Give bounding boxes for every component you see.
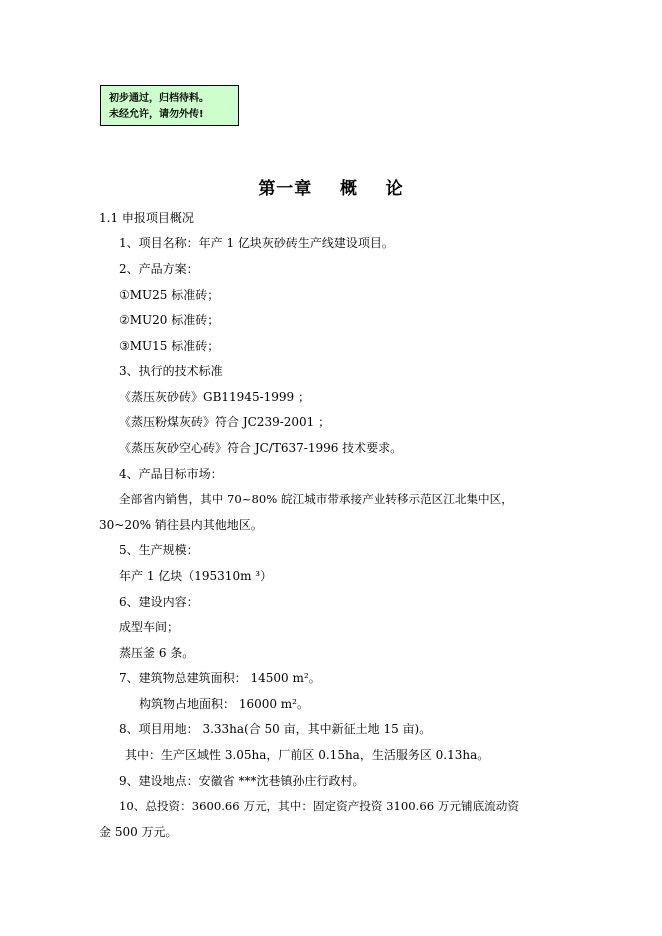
item-production-scale: 5、生产规模： — [119, 543, 199, 557]
item-construction-content: 6、建设内容： — [119, 595, 199, 609]
item-tech-standard: 3、执行的技术标准 — [119, 364, 223, 378]
standard-2: 《蒸压粉煤灰砖》符合 JC239-2001 ； — [119, 415, 331, 429]
investment-text-2: 金 500 万元。 — [99, 825, 178, 839]
scale-text: 年产 1 亿块（195310m ³） — [119, 569, 273, 583]
item-project-land: 8、项目用地： 3.33ha(合 50 亩，其中新征土地 15 亩)。 — [119, 722, 432, 736]
item-target-market: 4、产品目标市场： — [119, 467, 223, 481]
item-building-area: 7、建筑物总建筑面积： 14500 m²。 — [119, 671, 321, 685]
land-breakdown: 其中：生产区域性 3.05ha，厂前区 0.15ha，生活服务区 0.13ha。 — [125, 748, 490, 762]
content-autoclaves: 蒸压釜 6 条。 — [119, 646, 195, 660]
market-text-1: 全部省内销售，其中 70~80% 皖江城市带承接产业转移示范区江北集中区， — [119, 492, 513, 506]
stamp-line-1: 初步通过，归档待料。 — [109, 93, 209, 104]
item-project-name: 1、项目名称：年产 1 亿块灰砂砖生产线建设项目。 — [119, 236, 394, 250]
product-mu15: ③MU15 标准砖； — [119, 339, 220, 353]
standard-3: 《蒸压灰砂空心砖》符合 JC/T637-1996 技术要求。 — [119, 441, 403, 455]
content-molding-workshop: 成型车间； — [119, 620, 180, 634]
section-heading: 1.1 申报项目概况 — [99, 211, 194, 225]
item-location: 9、建设地点：安徽省 ***沈巷镇孙庄行政村。 — [119, 774, 365, 788]
stamp-line-2: 未经允许，请勿外传! — [109, 109, 204, 120]
item-product-plan: 2、产品方案： — [119, 262, 199, 276]
product-mu20: ②MU20 标准砖； — [119, 313, 220, 327]
standard-1: 《蒸压灰砂砖》GB11945-1999 ； — [119, 390, 310, 404]
market-text-2: 30~20% 销往县内其他地区。 — [99, 518, 263, 532]
item-total-investment: 10、总投资：3600.66 万元，其中：固定资产投资 3100.66 万元铺底流动资 — [119, 799, 519, 813]
product-mu25: ①MU25 标准砖； — [119, 288, 220, 302]
chapter-title: 第一章 概 论 — [258, 179, 404, 199]
structure-area: 构筑物占地面积： 16000 m²。 — [139, 697, 309, 711]
approval-stamp — [100, 85, 239, 126]
